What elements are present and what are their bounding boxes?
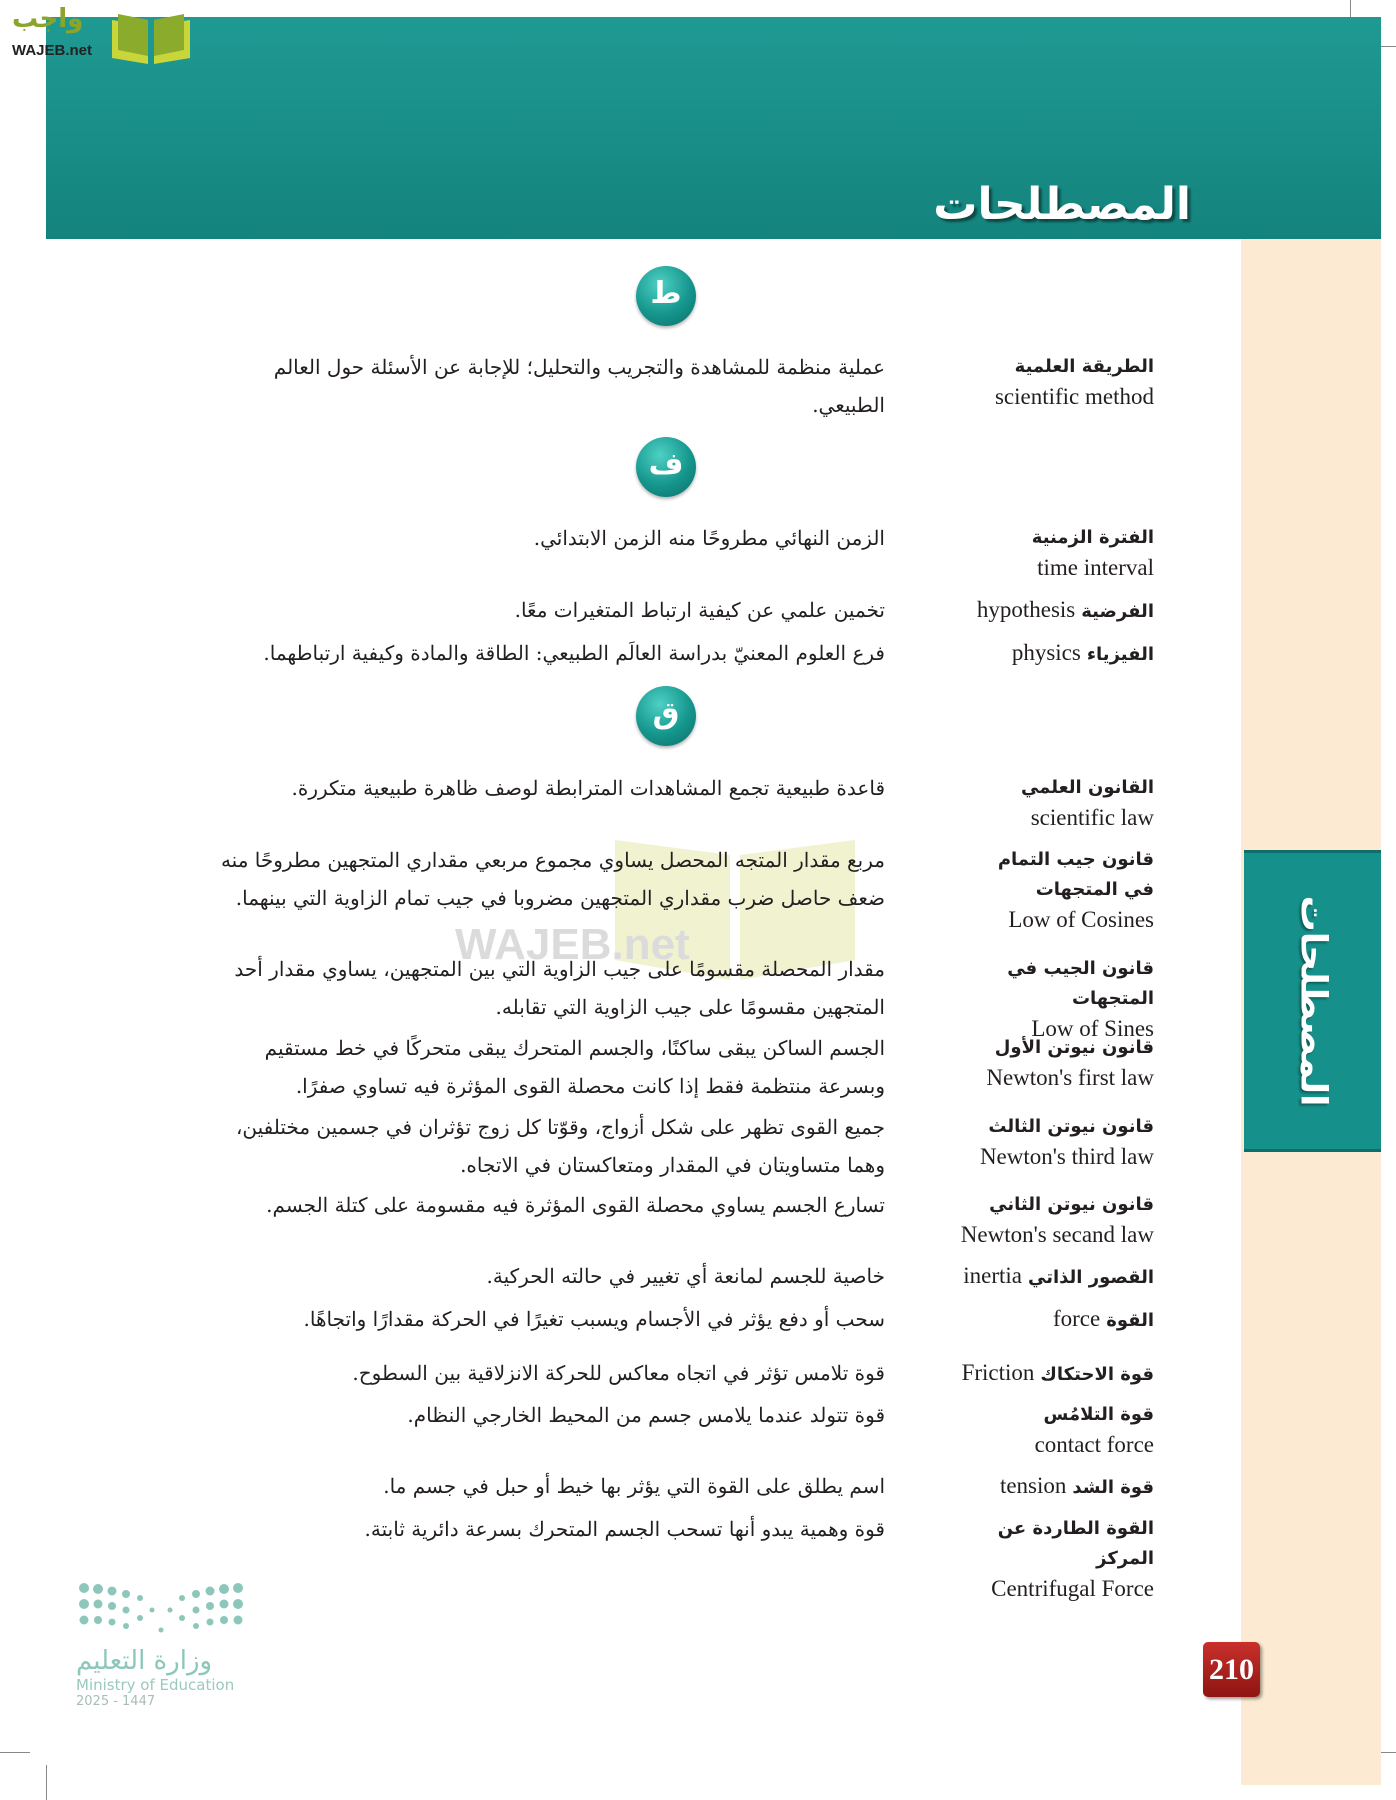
term-english: Low of Sines (1031, 1016, 1154, 1041)
term-english: force (1052, 1306, 1101, 1331)
definition-line: قوة وهمية يبدو أنها تسحب الجسم المتحرك بسرعة دائرية ثابتة. (364, 1517, 885, 1541)
term-arabic: القصور الذاتي (1028, 1267, 1154, 1288)
term (894, 1190, 1154, 1250)
brand-arabic: واجب (12, 4, 84, 34)
definition-line: قوة تتولد عندما يلامس جسم من المحيط الخارجي النظام. (407, 1403, 885, 1427)
term (894, 1033, 1154, 1093)
glossary-entry (160, 1190, 1154, 1247)
glossary-entry (160, 845, 1154, 932)
glossary-entry (160, 1033, 1154, 1098)
ministry-dots-icon (76, 1580, 246, 1636)
definition-line: اسم يطلق على القوة التي يؤثر بها خيط أو حبل في جسم ما. (383, 1474, 885, 1498)
glossary-entry (160, 954, 1154, 1041)
definition-line: تسارع الجسم يساوي محصلة القوى المؤثرة فيه مقسومة على كتلة الجسم. (266, 1193, 885, 1217)
term-english: tension (999, 1473, 1067, 1498)
definition-line: الجسم الساكن يبقى ساكنًا، والجسم المتحرك يبقى متحركًا في خط مستقيم (264, 1036, 885, 1060)
term (894, 1304, 1154, 1336)
term-english: Newton's third law (979, 1144, 1154, 1169)
term-arabic: قانون نيوتن الثاني (989, 1194, 1154, 1215)
term-arabic: القانون العلمي (1020, 777, 1154, 798)
glossary-entry (160, 1471, 1154, 1498)
wajeb-logo[interactable] (8, 4, 194, 68)
definition (165, 591, 885, 629)
definition-line: عملية منظمة للمشاهدة والتجريب والتحليل؛ للإجابة عن الأسئلة حول العالم (273, 355, 885, 379)
glossary-entry (160, 352, 1154, 417)
glossary-entry (160, 595, 1154, 622)
term-arabic: القوة الطاردة عن المركز (997, 1518, 1154, 1569)
definition-line: مقدار المحصلة مقسومًا على جيب الزاوية التي بين المتجهين، يساوي مقدار أحد (234, 957, 885, 981)
section-letter-badge: ف (636, 437, 696, 497)
term-arabic: القوة (1106, 1310, 1154, 1331)
definition (165, 1354, 885, 1392)
term-english: time interval (1037, 555, 1154, 580)
definition (165, 1029, 885, 1105)
term (894, 1112, 1154, 1172)
glossary-entry (160, 773, 1154, 830)
definition-line: خاصية للجسم لمانعة أي تغيير في حالته الحركية. (486, 1264, 885, 1288)
definition-line: مربع مقدار المتجه المحصل يساوي مجموع مربعي مقداري المتجهين مطروحًا منه (220, 848, 885, 872)
term-arabic: قانون نيوتن الأول (994, 1037, 1154, 1058)
ministry-name-english: Ministry of Education (76, 1676, 235, 1694)
section-letter-badge: ق (636, 686, 696, 746)
side-tab (1244, 850, 1381, 1152)
term-arabic: قانون نيوتن الثالث (988, 1116, 1154, 1137)
definition-line: سحب أو دفع يؤثر في الأجسام ويسبب تغيرًا في الحركة مقدارًا واتجاهًا. (303, 1307, 885, 1331)
term-arabic: الفترة الزمنية (1031, 527, 1154, 548)
section-letter-badge: ط (636, 266, 696, 326)
definition (165, 950, 885, 1026)
glossary-entry (160, 1112, 1154, 1177)
term-arabic: الفرضية (1081, 601, 1154, 622)
term-english: inertia (963, 1263, 1022, 1288)
definition (165, 1186, 885, 1224)
brand-latin: WAJEB.net (12, 42, 93, 59)
term (894, 1471, 1154, 1503)
term-english: Low of Cosines (1008, 907, 1154, 932)
definition (165, 1257, 885, 1295)
term-english: Friction (961, 1360, 1035, 1385)
definition-line: جميع القوى تظهر على شكل أزواج، وقوّتا كل زوج تؤثران في جسمين مختلفين، (235, 1115, 885, 1139)
term-arabic: قانون الجيب في المتجهات (1007, 958, 1154, 1009)
term-arabic: الطريقة العلمية (1014, 356, 1154, 377)
term (894, 595, 1154, 627)
crop-mark (0, 1752, 30, 1753)
term (894, 1261, 1154, 1293)
header-banner (46, 17, 1381, 239)
term-english: Newton's secand law (960, 1222, 1154, 1247)
glossary-entry (160, 523, 1154, 580)
definition-line: المتجهين مقسومًا على جيب الزاوية التي تقابله. (495, 995, 885, 1019)
book-icon (108, 6, 194, 66)
glossary-entry (160, 1400, 1154, 1457)
term (894, 352, 1154, 412)
term-english: physics (1011, 640, 1081, 665)
definition (165, 634, 885, 672)
term-arabic: قانون جيب التمام في المتجهات (997, 849, 1154, 900)
term (894, 1400, 1154, 1460)
term-arabic: قوة الاحتكاك (1040, 1364, 1154, 1385)
ministry-name-arabic: وزارة التعليم (76, 1646, 213, 1676)
term-english: scientific law (1030, 805, 1154, 830)
term (894, 1514, 1154, 1604)
definition (165, 348, 885, 424)
term (894, 523, 1154, 583)
term-arabic: الفيزياء (1086, 644, 1154, 665)
definition (165, 1467, 885, 1505)
definition (165, 769, 885, 807)
term (894, 1358, 1154, 1390)
term-english: Centrifugal Force (991, 1576, 1154, 1601)
page-number: 210 (1203, 1642, 1260, 1697)
definition-line: قوة تلامس تؤثر في اتجاه معاكس للحركة الانزلاقية بين السطوح. (352, 1361, 885, 1385)
ministry-logo (76, 1580, 256, 1709)
definition (165, 1510, 885, 1548)
term-arabic: قوة التلامُس (1043, 1404, 1154, 1425)
definition-line: تخمين علمي عن كيفية ارتباط المتغيرات معًا. (514, 598, 885, 622)
page-title: المصطلحات (933, 179, 1191, 230)
glossary-entry (160, 1261, 1154, 1288)
definition (165, 1300, 885, 1338)
definition (165, 1396, 885, 1434)
term-arabic: قوة الشد (1072, 1477, 1154, 1498)
term-english: contact force (1034, 1432, 1154, 1457)
ministry-year: 2025 - 1447 (76, 1694, 156, 1709)
definition-line: وهما متساويتان في المقدار ومتعاكستان في الاتجاه. (460, 1153, 885, 1177)
definition-line: ضعف حاصل ضرب مقداري المتجهين مضروبا في جيب تمام الزاوية التي بينهما. (235, 886, 885, 910)
watermark-text: WAJEB.net (455, 920, 690, 969)
term (894, 954, 1154, 1044)
term-english: Newton's first law (986, 1065, 1154, 1090)
term (894, 638, 1154, 670)
definition-line: وبسرعة منتظمة فقط إذا كانت محصلة القوى المؤثرة فيه تساوي صفرًا. (295, 1074, 885, 1098)
definition-line: الطبيعي. (812, 393, 885, 417)
glossary-entry (160, 638, 1154, 665)
definition-line: قاعدة طبيعية تجمع المشاهدات المترابطة لوصف ظاهرة طبيعية متكررة. (291, 776, 885, 800)
definition (165, 1108, 885, 1184)
crop-mark (46, 1765, 47, 1800)
definition (165, 519, 885, 557)
definition-line: الزمن النهائي مطروحًا منه الزمن الابتدائي. (533, 526, 885, 550)
term (894, 773, 1154, 833)
side-tab-label: المصطلحات (1292, 895, 1333, 1107)
definition (165, 841, 885, 917)
term (894, 845, 1154, 935)
glossary-entry (160, 1358, 1154, 1385)
glossary-entry (160, 1304, 1154, 1331)
definition-line: فرع العلوم المعنيّ بدراسة العالَم الطبيعي: الطاقة والمادة وكيفية ارتباطهما. (263, 641, 885, 665)
term-english: scientific method (994, 384, 1154, 409)
term-english: hypothesis (976, 597, 1076, 622)
glossary-entry (160, 1514, 1154, 1601)
